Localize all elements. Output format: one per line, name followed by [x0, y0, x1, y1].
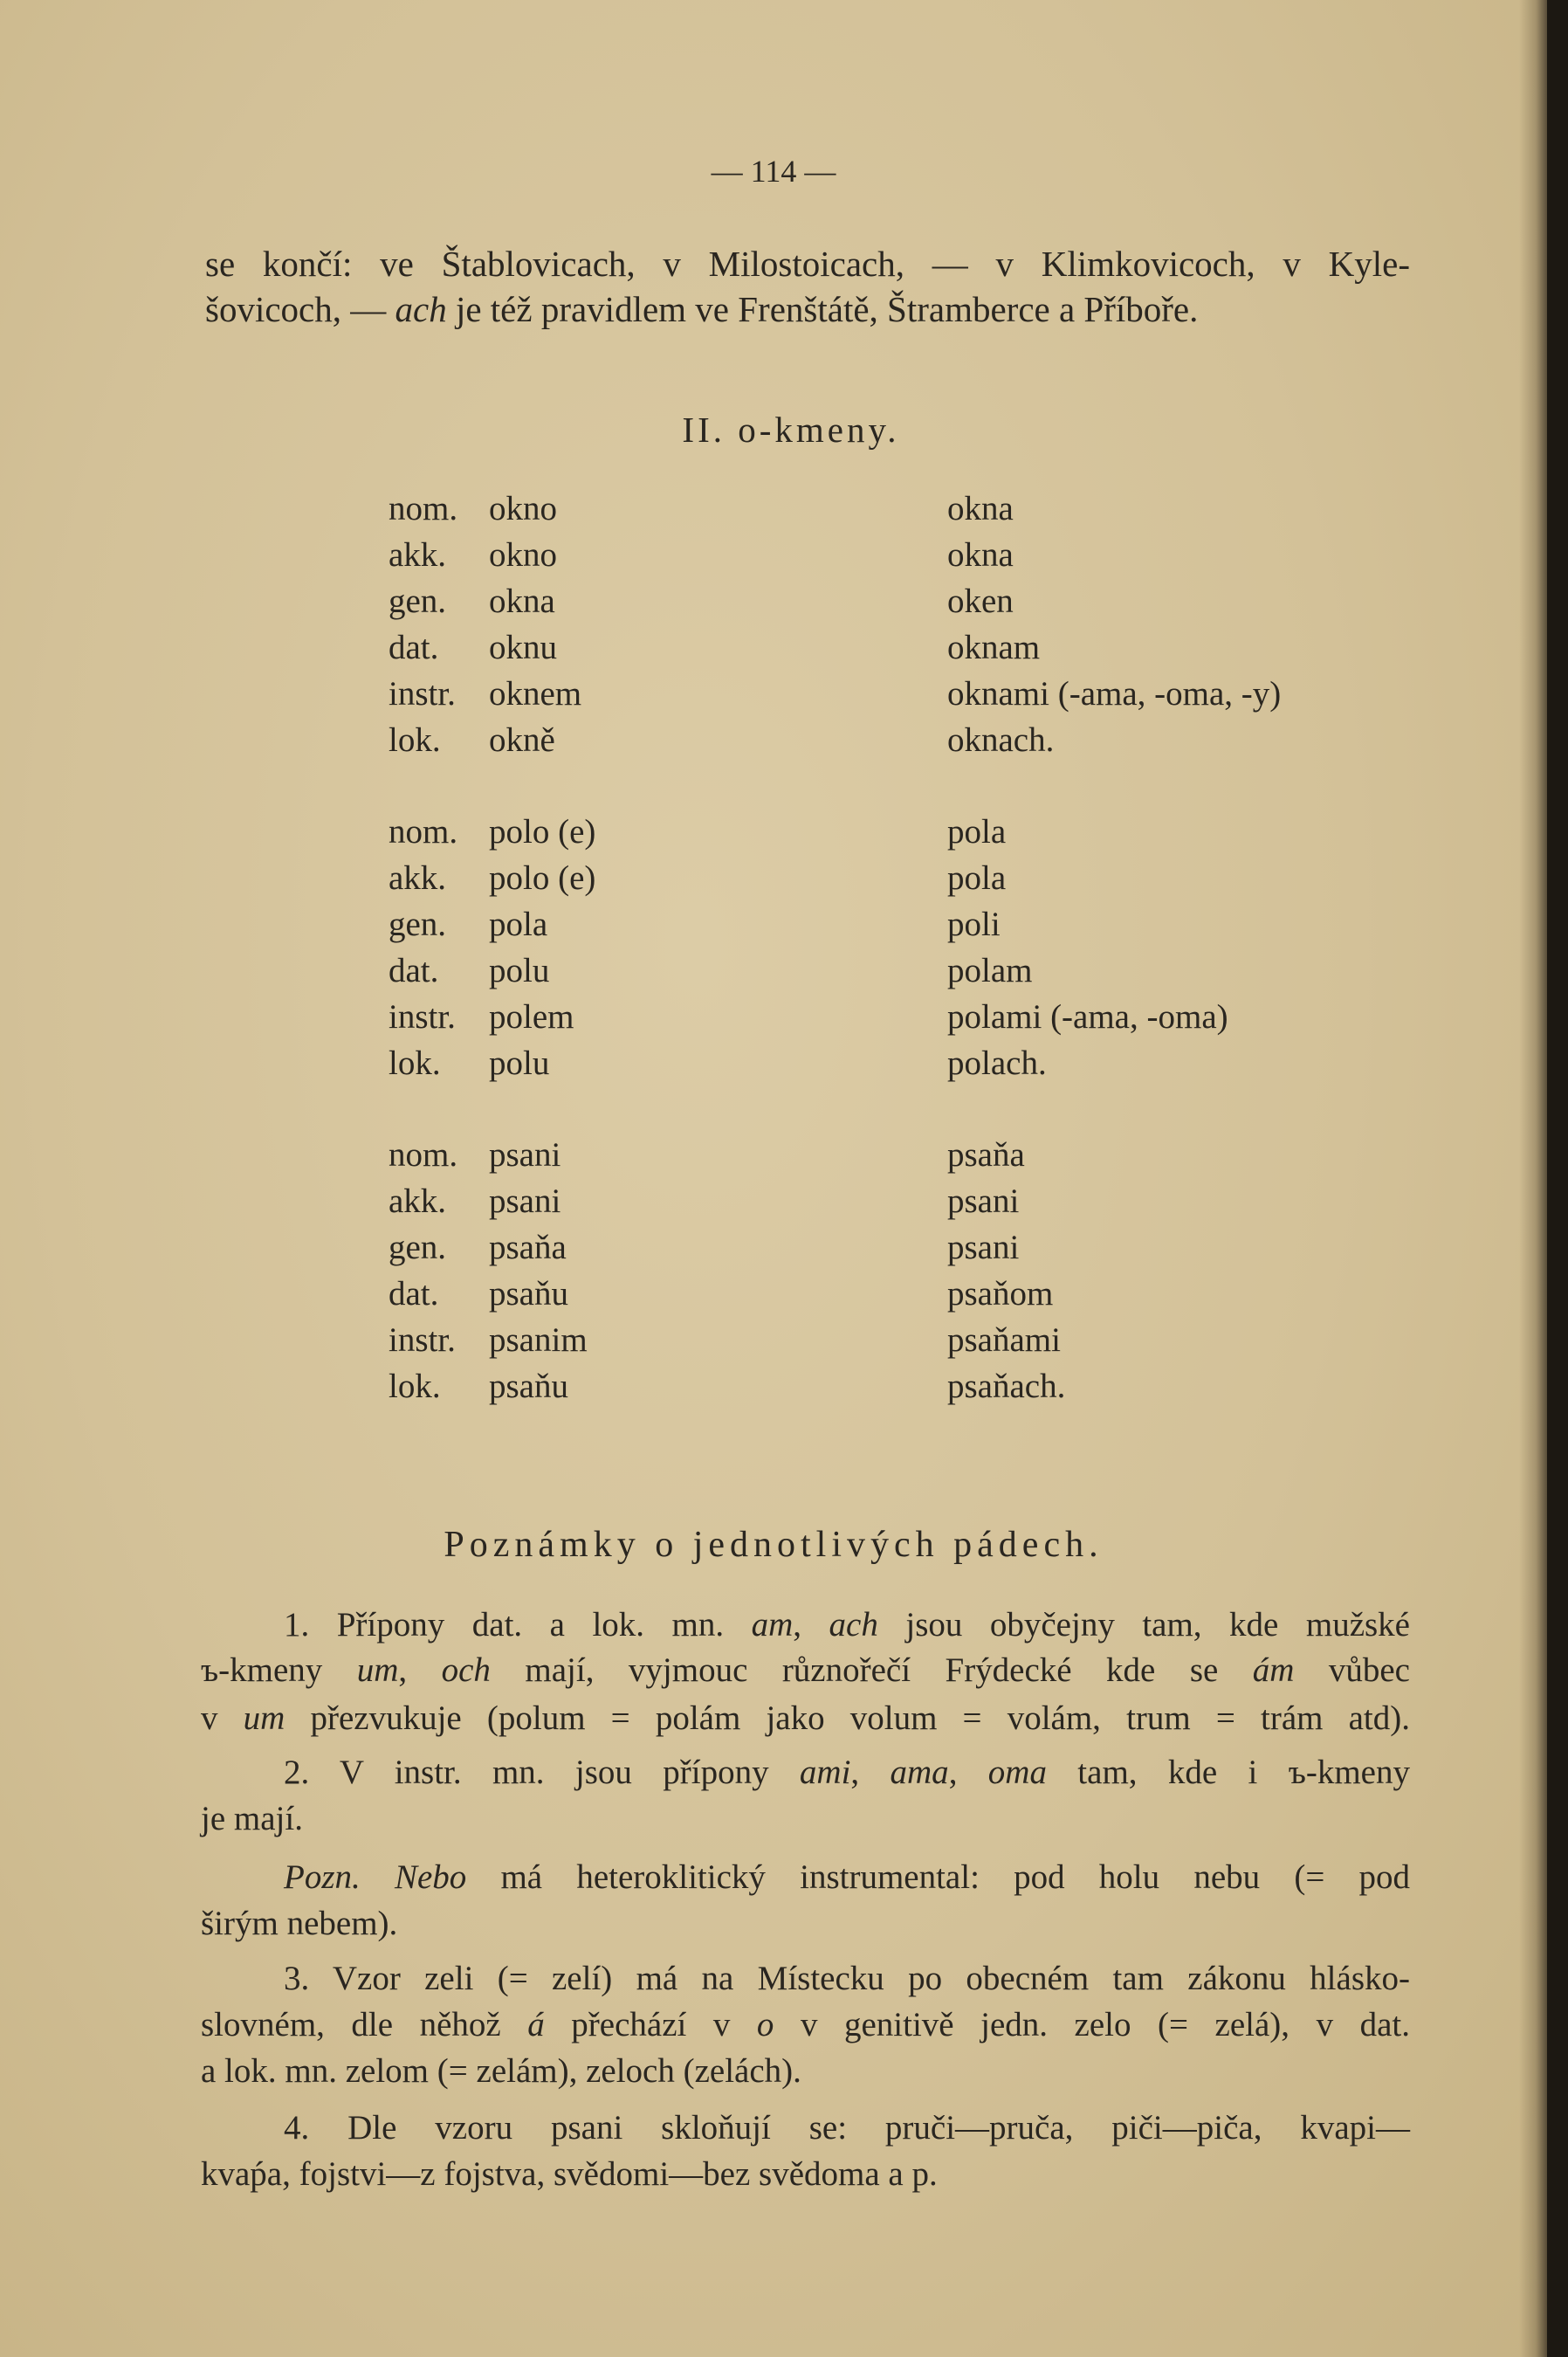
- case-label: dat.: [389, 952, 439, 989]
- note-1-line-3: v um přezvukuje (polum = polám jako volum = volám, trum = trám atd).: [201, 1699, 1411, 1737]
- plural-form: oknam: [947, 629, 1041, 666]
- plural-form: oknami (-ama, -oma, -y): [947, 675, 1282, 713]
- plural-form: psaňach.: [947, 1368, 1066, 1405]
- note-2-line-1: 2. V instr. mn. jsou přípony ami, ama, oma tam, kde i ъ-kmeny: [284, 1754, 1410, 1791]
- plural-form: polach.: [947, 1044, 1047, 1082]
- note-1-line-2: ъ-kmeny um, och mají, vyjmouc různořečí Frýdecké kde se ám vůbec: [201, 1651, 1410, 1689]
- singular-form: okno: [489, 490, 557, 527]
- plural-form: psaňami: [947, 1321, 1061, 1359]
- plural-form: okna: [947, 490, 1014, 527]
- case-label: nom.: [389, 490, 458, 527]
- singular-form: okně: [489, 721, 555, 759]
- notes-heading: Poznámky o jednotlivých pádech.: [444, 1525, 1104, 1565]
- plural-form: okna: [947, 536, 1014, 574]
- note-4-line-1: 4. Dle vzoru psani skloňují se: pruči—pruča, piči—piča, kvapi—: [284, 2109, 1410, 2147]
- case-label: lok.: [389, 721, 441, 759]
- plural-form: polam: [947, 952, 1033, 989]
- note-3-line-1: 3. Vzor zeli (= zelí) má na Místecku po obecném tam zákonu hlásko-: [284, 1960, 1410, 1997]
- case-label: instr.: [389, 675, 456, 713]
- singular-form: psani: [489, 1182, 561, 1220]
- plural-form: oknach.: [947, 721, 1055, 759]
- plural-form: psani: [947, 1182, 1020, 1220]
- singular-form: psani: [489, 1136, 561, 1174]
- pozn-line-2: širým nebem).: [201, 1905, 398, 1942]
- case-label: nom.: [389, 1136, 458, 1174]
- case-label: nom.: [389, 813, 458, 851]
- note-3-line-3: a lok. mn. zelom (= zelám), zeloch (zelách).: [201, 2052, 801, 2090]
- pozn-line-1: Pozn. Nebo má heteroklitický instrumental: pod holu nebu (= pod: [284, 1858, 1411, 1896]
- singular-form: psaňa: [489, 1229, 567, 1266]
- case-label: instr.: [389, 998, 456, 1036]
- page-spine-shadow: [1519, 0, 1547, 2357]
- intro-line-1: se končí: ve Štablovicach, v Milostoicach, — v Klimkovicoch, v Kyle-: [205, 244, 1410, 284]
- plural-form: pola: [947, 813, 1007, 851]
- singular-form: oknem: [489, 675, 582, 713]
- plural-form: psaňom: [947, 1275, 1054, 1313]
- intro-line-2: šovicoch, — ach je též pravidlem ve Frenštátě, Štramberce a Příboře.: [205, 289, 1199, 329]
- case-label: gen.: [389, 582, 447, 620]
- note-4-line-2: kvaṕa, fojstvi—z fojstva, svědomi—bez svědoma a p.: [201, 2155, 938, 2193]
- case-label: dat.: [389, 1275, 439, 1313]
- plural-form: psaňa: [947, 1136, 1025, 1174]
- singular-form: psanim: [489, 1321, 588, 1359]
- singular-form: pola: [489, 906, 548, 943]
- plural-form: polami (-ama, -oma): [947, 998, 1228, 1036]
- case-label: gen.: [389, 1229, 447, 1266]
- plural-form: psani: [947, 1229, 1020, 1266]
- singular-form: oknu: [489, 629, 557, 666]
- singular-form: polu: [489, 1044, 550, 1082]
- singular-form: polu: [489, 952, 550, 989]
- plural-form: oken: [947, 582, 1014, 620]
- singular-form: psaňu: [489, 1368, 568, 1405]
- singular-form: okno: [489, 536, 557, 574]
- case-label: akk.: [389, 1182, 447, 1220]
- case-label: lok.: [389, 1044, 441, 1082]
- case-label: lok.: [389, 1368, 441, 1405]
- case-label: instr.: [389, 1321, 456, 1359]
- singular-form: polo (e): [489, 859, 596, 897]
- section-heading: II. o-kmeny.: [682, 410, 900, 450]
- singular-form: polo (e): [489, 813, 596, 851]
- note-1-line-1: 1. Přípony dat. a lok. mn. am, ach jsou obyčejny tam, kde mužské: [284, 1606, 1410, 1644]
- plural-form: poli: [947, 906, 1001, 943]
- singular-form: okna: [489, 582, 555, 620]
- singular-form: polem: [489, 998, 574, 1036]
- page-number: — 114 —: [711, 154, 836, 189]
- note-2-line-2: je mají.: [201, 1800, 303, 1837]
- case-label: akk.: [389, 536, 447, 574]
- case-label: akk.: [389, 859, 447, 897]
- plural-form: pola: [947, 859, 1007, 897]
- case-label: gen.: [389, 906, 447, 943]
- case-label: dat.: [389, 629, 439, 666]
- note-3-line-2: slovném, dle něhož á přechází v o v genitivě jedn. zelo (= zelá), v dat.: [201, 2006, 1410, 2043]
- singular-form: psaňu: [489, 1275, 568, 1313]
